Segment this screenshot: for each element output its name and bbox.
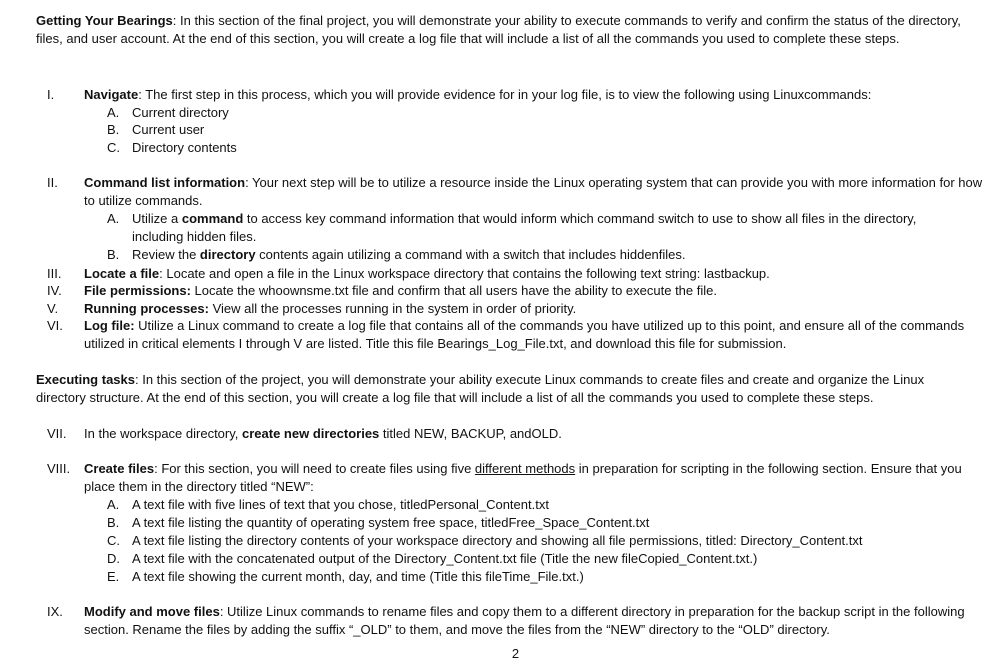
item-label: Running processes: [84,301,209,316]
sub-item-text: A text file with the concatenated output of the Directory_Content.txt file (Title the new fileCopied_Content.txt.) [132,551,758,566]
sub-item-text [132,246,967,264]
sub-item-text: A text file listing the directory contents of your workspace directory and showing all file permissions, titled: Directory_Content.txt [132,533,863,548]
item-text: : Your next step will be to utilize a resource inside the Linux operating system that can provide you with more information for how to utilize commands. [84,175,983,208]
item-text: : The first step in this process, which you will provide evidence for in your log file, is to view the following using Linuxcommands: [138,87,872,102]
sub-item-text: A text file with five lines of text that you chose, titledPersonal_Content.txt [132,497,549,512]
sub-item-letter: B. [107,515,120,530]
item-label: Log file: [84,318,135,333]
sub-item-text-pre: Review the [132,247,200,262]
item-body [84,265,984,283]
sub-item-text-post: to access key command information that would inform which command switch to use to show all files in the directory, including hidden files. [132,211,917,244]
item-body [84,282,984,300]
item-text: : Utilize Linux commands to rename files and copy them to a different directory in preparation for the backup script in the following section. Rename the files by adding the suffix “_OLD” to them, and move the files from the “NEW” directory to the “OLD” directory. [84,604,965,637]
sub-item-text: Current directory [132,105,229,120]
item-label: File permissions: [84,283,191,298]
item-body [84,603,984,639]
item-body [84,460,984,496]
item-text-post: in preparation for scripting in the following section. Ensure that you place them in the directory titled “NEW”: [84,461,962,494]
item-label: Modify and move files [84,604,220,619]
section-heading-getting-bearings: Getting Your Bearings [36,13,173,28]
sub-item-letter: B. [107,247,120,262]
sub-item-letter: A. [107,497,120,512]
item-text: View all the processes running in the system in order of priority. [208,301,577,316]
section-executing-tasks-intro [36,371,966,407]
sub-item-text-post: contents again utilizing a command with a switch that includes hiddenfiles. [255,247,686,262]
item-text-pre: : For this section, you will need to create files using five [154,461,475,476]
item-label: create new directories [242,426,380,441]
item-number: VI. [47,318,63,333]
item-number: I. [47,87,55,102]
underlined-text: different methods [474,461,576,476]
item-number: IX. [47,604,63,619]
sub-item-letter: B. [107,122,120,137]
item-number: V. [47,301,59,316]
sub-item-letter: A. [107,105,120,120]
sub-item-text-bold: directory [199,247,256,262]
sub-item-letter: C. [107,533,120,548]
item-body [84,300,984,318]
item-label: Navigate [84,87,139,102]
sub-item-text: A text file showing the current month, day, and time (Title this fileTime_File.txt.) [132,569,584,584]
sub-item-text [132,210,967,246]
section-heading-executing-tasks: Executing tasks [36,372,135,387]
item-number: III. [47,266,62,281]
page-number: 2 [511,646,520,661]
item-text: Locate the whoownsme.txt file and confirm that all users have the ability to execute the file. [190,283,717,298]
sub-item-text: A text file listing the quantity of operating system free space, titledFree_Space_Content.txt [132,515,650,530]
sub-item-letter: D. [107,551,120,566]
item-body [84,317,984,353]
item-number: VII. [47,426,67,441]
item-text: : Locate and open a file in the Linux workspace directory that contains the following text string: lastbackup. [159,266,770,281]
sub-item-letter: E. [107,569,120,584]
sub-item-text-bold: command [181,211,244,226]
item-label: Create files [84,461,155,476]
item-number: IV. [47,283,62,298]
item-body [84,425,984,443]
item-number: II. [47,175,58,190]
item-body [84,174,984,210]
sub-item-text-pre: Utilize a [132,211,182,226]
item-text-pre: In the workspace directory, [84,426,242,441]
item-body [84,86,984,104]
item-text: Utilize a Linux command to create a log file that contains all of the commands you have utilized up to this point, and ensure all of the commands utilized in critical elements I through V are listed. Title this file Bearings_Log_File.txt, and download this file for submission. [84,318,965,351]
section-intro-text: : In this section of the final project, you will demonstrate your ability to execute commands to verify and confirm the status of the directory, files, and user account. At the end of this section, you will create a log file that will include a list of all the commands you used to complete these steps. [36,13,961,46]
section-getting-bearings-intro [36,12,966,48]
item-label: Command list information [84,175,246,190]
sub-item-letter: C. [107,140,120,155]
sub-item-text: Current user [132,122,205,137]
item-label: Locate a file [84,266,160,281]
sub-item-text: Directory contents [132,140,237,155]
item-number: VIII. [47,461,71,476]
sub-item-letter: A. [107,211,120,226]
section-intro-text: : In this section of the project, you will demonstrate your ability execute Linux commands to create files and create and organize the Linux directory structure. At the end of this section, you will create a log file that will include a list of all the commands you used to complete these steps. [36,372,925,405]
item-text-post: titled NEW, BACKUP, andOLD. [379,426,562,441]
